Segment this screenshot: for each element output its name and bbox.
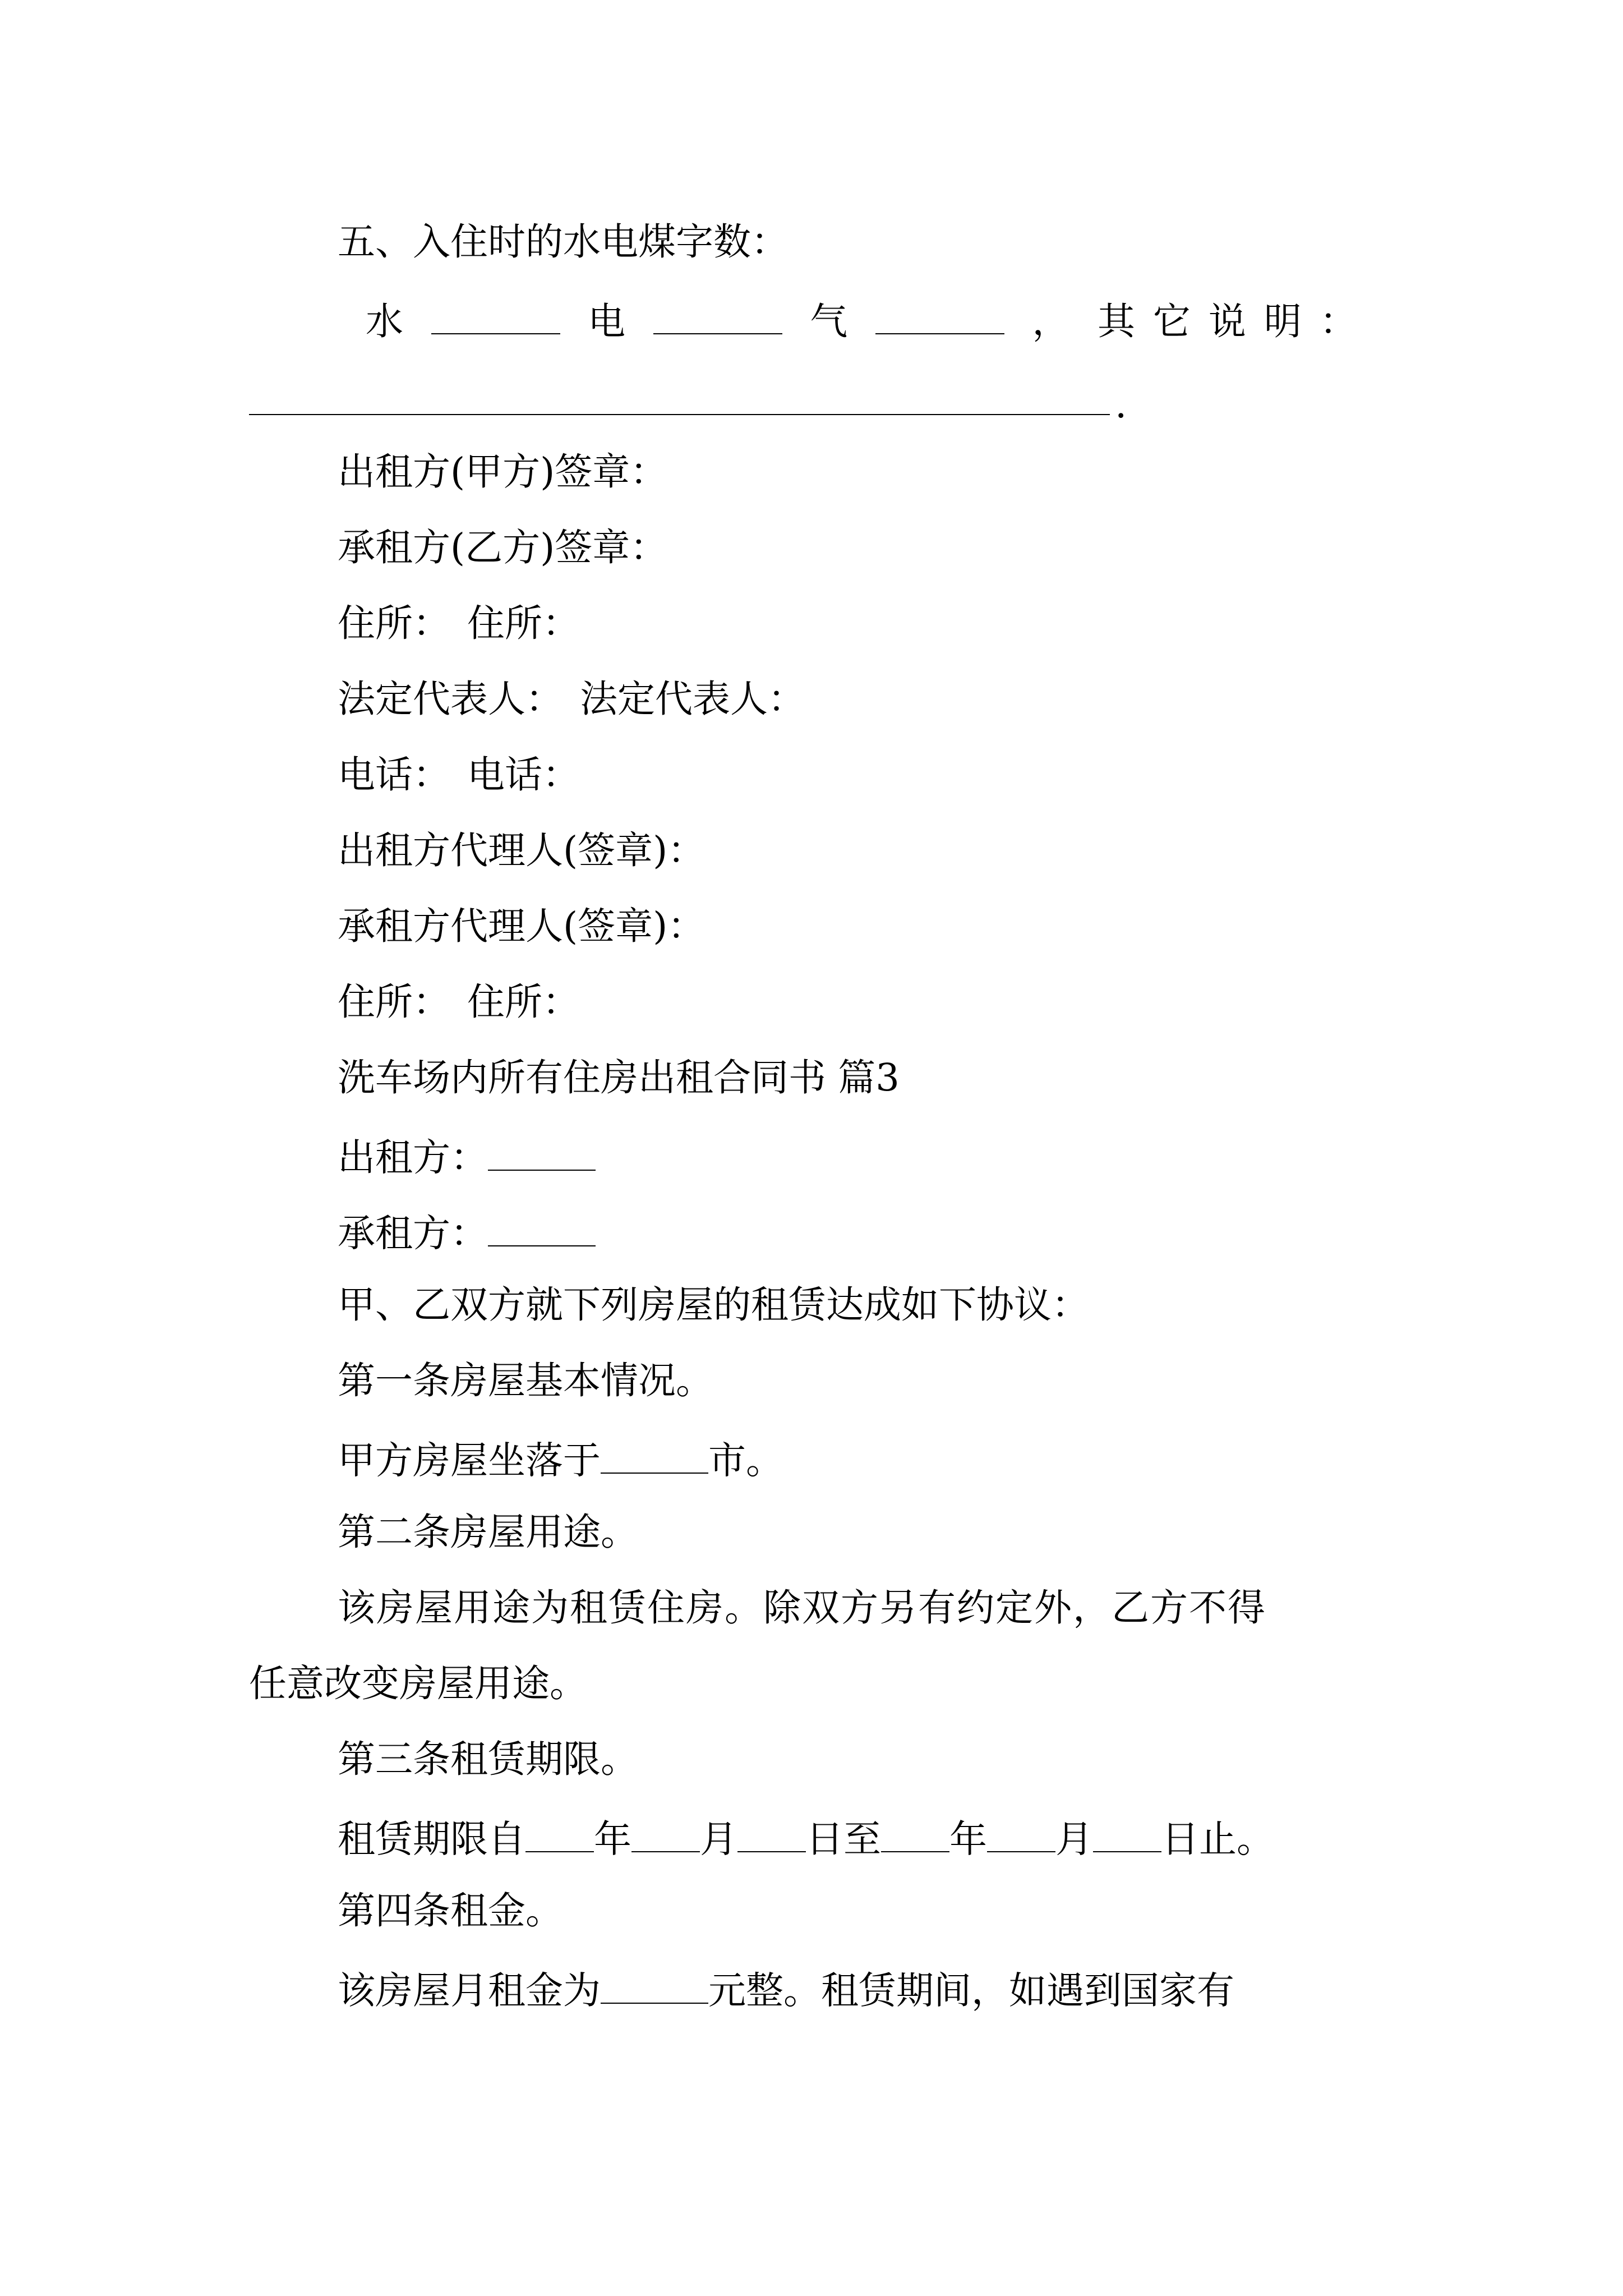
water-blank	[431, 298, 560, 334]
electric-label: 电	[588, 299, 626, 343]
article-4-heading: 第四条租金。	[338, 1889, 563, 1932]
lessee-label: 承租方：	[338, 1211, 488, 1255]
city-blank	[601, 1438, 708, 1474]
rep-lessee: 法定代表人：	[580, 677, 805, 721]
rep-lessor: 法定代表人：	[338, 677, 563, 721]
article-1-heading: 第一条房屋基本情况。	[338, 1359, 713, 1402]
lessee-signature: 承租方(乙方)签章：	[338, 526, 668, 569]
article-2-body-1: 该房屋用途为租赁住房。除双方另有约定外，乙方不得	[338, 1586, 1266, 1630]
start-month-blank	[631, 1816, 700, 1852]
other-notes-end: .	[1115, 383, 1127, 426]
end-year-blank	[881, 1816, 949, 1852]
lessor-blank	[488, 1135, 596, 1171]
water-label: 水	[366, 299, 403, 343]
phone-lessee: 电话：	[467, 753, 580, 797]
address2-lessee: 住所：	[467, 980, 580, 1024]
comma: ，	[1032, 299, 1070, 343]
other-notes-blank	[249, 414, 1110, 415]
end-month-blank	[987, 1816, 1055, 1852]
address-lessor: 住所：	[338, 601, 450, 645]
utilities-line	[366, 298, 1375, 341]
rent-text-end: 元整。租赁期间，如遇到国家有	[708, 1968, 1234, 2013]
address-line-2	[338, 980, 580, 1024]
lessor-agent: 出租方代理人(签章)：	[338, 829, 706, 872]
day-end-label: 日止。	[1161, 1817, 1274, 1861]
lessor-label: 出租方：	[338, 1135, 488, 1180]
address2-lessor: 住所：	[338, 980, 450, 1024]
article-2-body-2: 任意改变房屋用途。	[249, 1662, 587, 1705]
address-lessee: 住所：	[467, 601, 580, 645]
section-5-heading: 五、入住时的水电煤字数：	[338, 220, 789, 264]
contract-title: 洗车场内所有住房出租合同书 篇3	[338, 1056, 900, 1099]
gas-label: 气	[810, 299, 848, 343]
term-from-label: 租赁期限自	[338, 1817, 525, 1861]
lessor-signature: 出租方(甲方)签章：	[338, 450, 668, 494]
article-1-body	[338, 1438, 783, 1483]
gas-blank	[875, 298, 1004, 334]
other-notes-label: 其它说明：	[1097, 299, 1375, 343]
month-label-2: 月	[1055, 1817, 1093, 1861]
article-4-body	[338, 1968, 1234, 2013]
start-day-blank	[737, 1816, 806, 1852]
month-label: 月	[700, 1817, 737, 1861]
year-label-2: 年	[949, 1817, 987, 1861]
agreement-intro: 甲、乙双方就下列房屋的租赁达成如下协议：	[338, 1283, 1089, 1327]
article-3-body	[338, 1816, 1274, 1861]
article-3-heading: 第三条租赁期限。	[338, 1737, 638, 1781]
lessee-agent: 承租方代理人(签章)：	[338, 904, 706, 948]
rent-blank	[601, 1968, 708, 2004]
address-line-1	[338, 601, 580, 645]
article-2-heading: 第二条房屋用途。	[338, 1510, 638, 1554]
lessor-line	[338, 1135, 596, 1180]
end-day-blank	[1093, 1816, 1161, 1852]
day-to-label: 日至	[806, 1817, 881, 1861]
phone-line	[338, 753, 580, 797]
art1-text-end: 市。	[708, 1438, 783, 1483]
rep-line	[338, 677, 805, 721]
phone-lessor: 电话：	[338, 753, 450, 797]
electric-blank	[653, 298, 782, 334]
rent-label: 该房屋月租金为	[338, 1968, 601, 2013]
lessee-line	[338, 1211, 596, 1253]
year-label: 年	[594, 1817, 631, 1861]
lessee-blank	[488, 1211, 596, 1246]
art1-text: 甲方房屋坐落于	[338, 1438, 601, 1483]
start-year-blank	[525, 1816, 594, 1852]
